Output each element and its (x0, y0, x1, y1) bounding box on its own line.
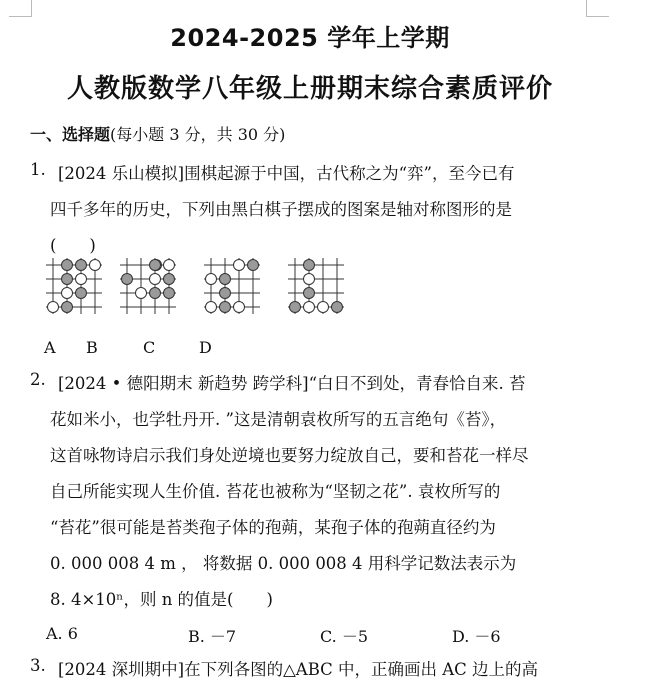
stone (62, 288, 73, 299)
document-title: 2024-2025 学年上学期 (170, 24, 450, 52)
question-2-line-3: 这首咏物诗启示我们身处逆境也要努力绽放自己，要和苔花一样尽 (50, 446, 529, 465)
question-2-number: 2. (30, 370, 46, 389)
section-heading (30, 122, 285, 145)
question-2-option-b: B. －7 (188, 627, 237, 646)
stone (150, 288, 161, 299)
question-2-line-2: 花如米小，也学牡丹开. ”这是清朝袁枚所写的五言绝句《苔》， (50, 410, 507, 429)
stone (290, 302, 301, 313)
stone (164, 288, 175, 299)
question-3-number: 3. (30, 656, 46, 675)
stone (76, 260, 87, 271)
question-1-option-b: B (86, 338, 98, 357)
question-1-option-c: C (143, 338, 156, 357)
question-1-line-2: 四千多年的历史，下列由黑白棋子摆成的图案是轴对称图形的是 (50, 200, 512, 219)
section-heading-label: 一、选择题 (30, 125, 111, 144)
go-board-figures (40, 258, 360, 328)
stone (122, 274, 133, 285)
page-corner-mark-left (9, 0, 32, 17)
stone (304, 288, 315, 299)
stone (76, 274, 87, 285)
question-2-option-d: D. －6 (452, 627, 501, 646)
stone (234, 260, 245, 271)
stone (248, 260, 259, 271)
question-3-line-1: [2024 深圳期中]在下列各图的△ABC 中，正确画出 AC 边上的高 (58, 660, 539, 679)
stone (150, 260, 161, 271)
question-2-line-7: 8. 4×10ⁿ，则 n 的值是( ) (50, 590, 273, 609)
stone (164, 260, 175, 271)
question-1-option-a: A (44, 338, 56, 357)
stone (304, 274, 315, 285)
question-1-line-1: [2024 乐山模拟]围棋起源于中国，古代称之为“弈”，至今已有 (58, 164, 515, 183)
stone (318, 302, 329, 313)
stone (164, 274, 175, 285)
stone (304, 302, 315, 313)
stone (62, 260, 73, 271)
stone (206, 302, 217, 313)
stone (62, 274, 73, 285)
page-corner-mark-right (586, 0, 609, 17)
section-heading-note: (每小题 3 分，共 30 分) (110, 125, 286, 144)
stone (304, 260, 315, 271)
stone (220, 274, 231, 285)
stone (62, 302, 73, 313)
stone (48, 302, 59, 313)
stone (332, 302, 343, 313)
document-subtitle: 人教版数学八年级上册期末综合素质评价 (66, 74, 553, 104)
question-1-option-d: D (199, 338, 212, 357)
question-2-line-1: [2024 • 德阳期末 新趋势 跨学科]“白日不到处，青春恰自来. 苔 (58, 374, 526, 393)
stone (220, 288, 231, 299)
question-2-option-c: C. －5 (320, 627, 369, 646)
stone (234, 302, 245, 313)
question-1-line-3: ( ) (50, 236, 96, 255)
stone (136, 288, 147, 299)
stone (206, 274, 217, 285)
question-2-line-4: 自己所能实现人生价值. 苔花也被称为“坚韧之花”. 袁枚所写的 (50, 482, 501, 501)
stone (90, 260, 101, 271)
question-1-number: 1. (30, 160, 46, 179)
stone (76, 288, 87, 299)
question-2-line-5: “苔花”很可能是苔类孢子体的孢蒴，某孢子体的孢蒴直径约为 (50, 518, 496, 537)
stone (220, 302, 231, 313)
stone (150, 274, 161, 285)
question-2-line-6: 0. 000 008 4 m ， 将数据 0. 000 008 4 用科学记数法表示为 (50, 554, 517, 573)
question-2-option-a: A. 6 (46, 624, 78, 643)
